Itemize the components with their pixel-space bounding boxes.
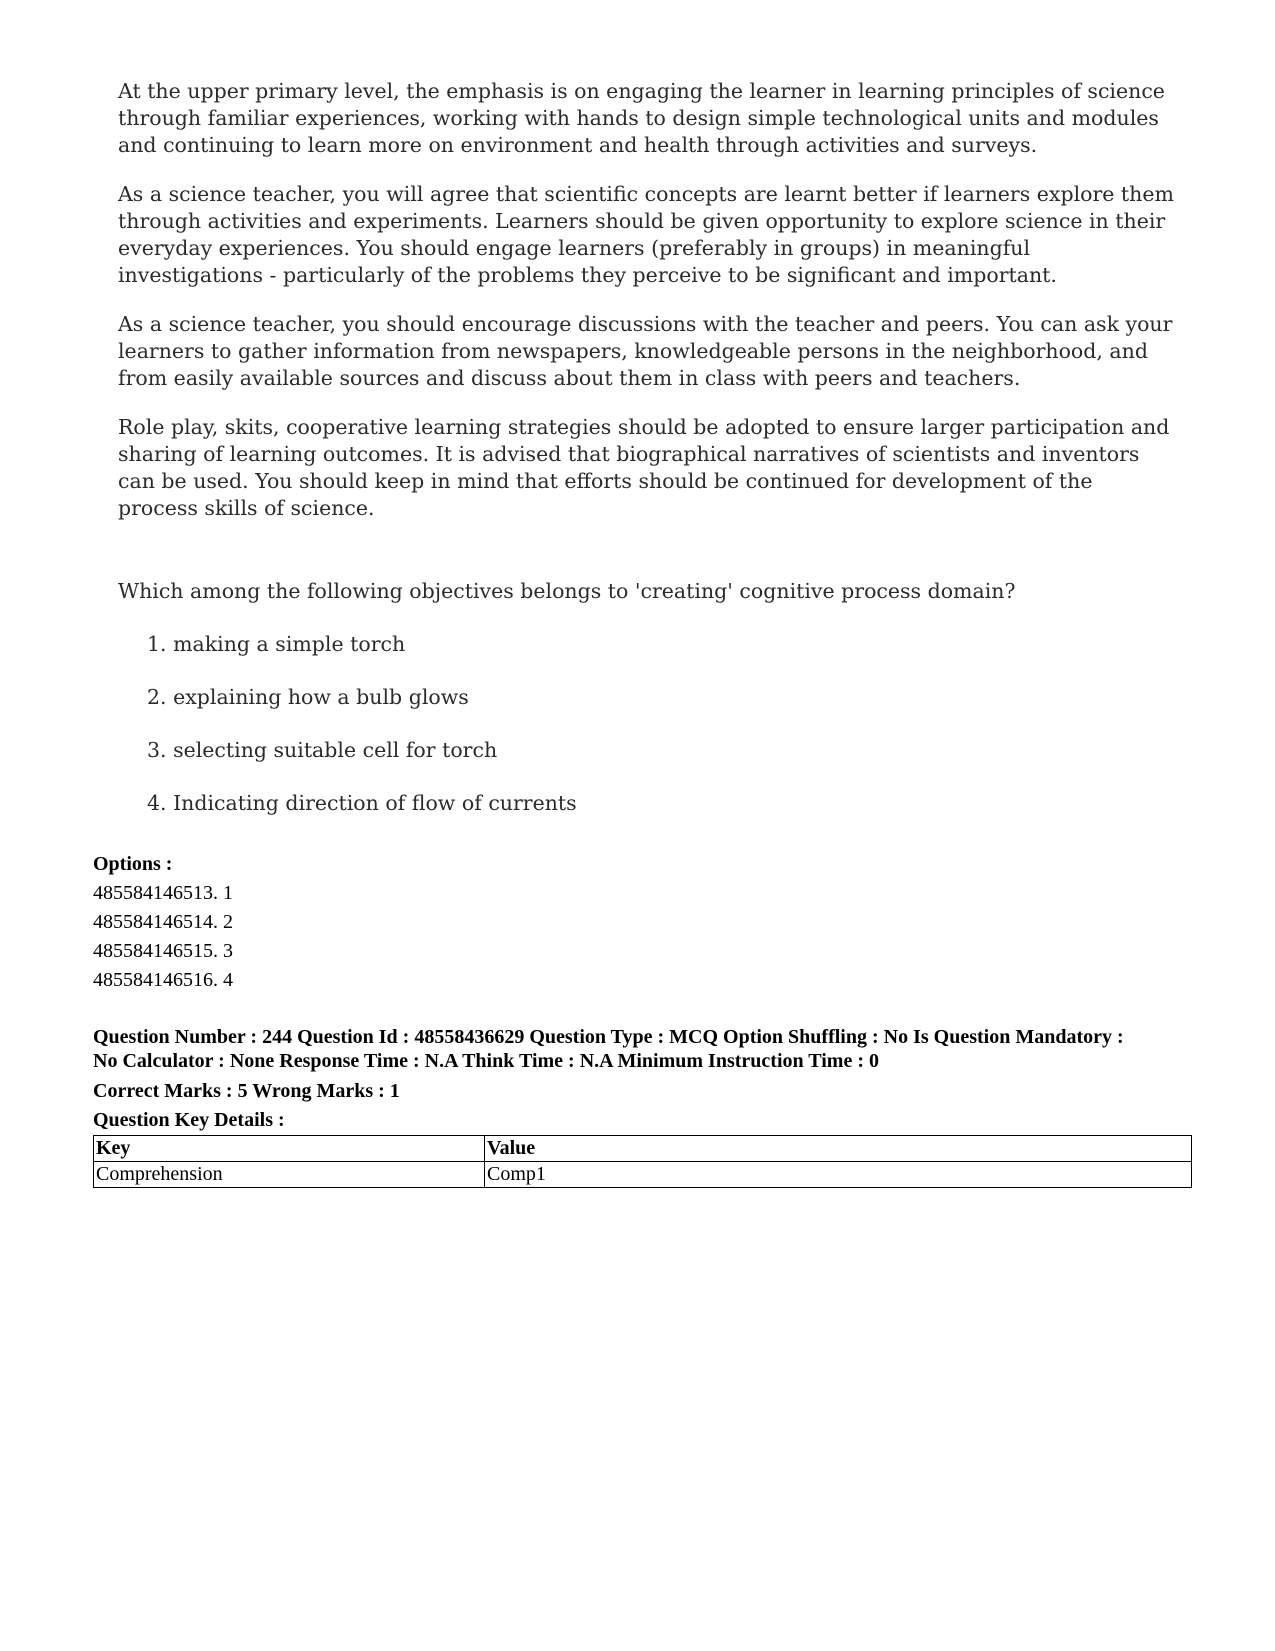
table-header-row	[94, 1136, 1192, 1162]
choice-item: 1. making a simple torch	[147, 632, 406, 656]
option-item: 485584146513. 1	[93, 882, 233, 904]
passage-paragraph: At the upper primary level, the emphasis is on engaging the learner in learning principles of science through familiar experiences, working with hands to design simple technological units and modules and continuing to learn more on environment and health through activities and surveys.	[118, 79, 1165, 157]
comprehension-passage	[118, 78, 1178, 544]
question-text: Which among the following objectives belongs to 'creating' cognitive process domain?	[118, 579, 1016, 603]
option-item: 485584146516. 4	[93, 969, 233, 991]
question-metadata	[93, 850, 1193, 1188]
question-info-line: No Calculator : None Response Time : N.A Think Time : N.A Minimum Instruction Time : 0	[93, 1050, 879, 1072]
choice-item: 3. selecting suitable cell for torch	[147, 738, 498, 762]
table-row	[94, 1162, 1192, 1188]
key-details-table	[93, 1135, 1192, 1188]
choice-item: 4. Indicating direction of flow of currents	[147, 791, 577, 815]
passage-paragraph: Role play, skits, cooperative learning strategies should be adopted to ensure larger participation and sharing of learning outcomes. It is advised that biographical narratives of scientists and inventors can be used. You should keep in mind that efforts should be continued for development of the process skills of science.	[118, 415, 1170, 520]
table-header-cell: Key	[94, 1136, 485, 1162]
question-block	[118, 578, 1178, 843]
marks-info: Correct Marks : 5 Wrong Marks : 1	[93, 1080, 400, 1102]
table-cell: Comp1	[485, 1162, 1192, 1188]
passage-paragraph: As a science teacher, you should encourage discussions with the teacher and peers. You can ask your learners to gather information from newspapers, knowledgeable persons in the neighborhood, and from easily available sources and discuss about them in class with peers and teachers.	[118, 312, 1173, 390]
option-item: 485584146515. 3	[93, 940, 233, 962]
key-details-label: Question Key Details :	[93, 1109, 285, 1131]
choice-item: 2. explaining how a bulb glows	[147, 685, 469, 709]
question-info	[93, 1025, 1193, 1073]
choice-list	[118, 631, 1178, 817]
table-header-cell: Value	[485, 1136, 1192, 1162]
passage-paragraph: As a science teacher, you will agree that scientific concepts are learnt better if learners explore them through activities and experiments. Learners should be given opportunity to explore science in their everyday experiences. You should engage learners (preferably in groups) in meaningful investigations - particularly of the problems they perceive to be significant and important.	[118, 182, 1174, 287]
option-item: 485584146514. 2	[93, 911, 233, 933]
options-label: Options :	[93, 853, 173, 875]
question-info-line: Question Number : 244 Question Id : 48558436629 Question Type : MCQ Option Shuffling : No Is Question Mandatory :	[93, 1026, 1124, 1048]
table-cell: Comprehension	[94, 1162, 485, 1188]
